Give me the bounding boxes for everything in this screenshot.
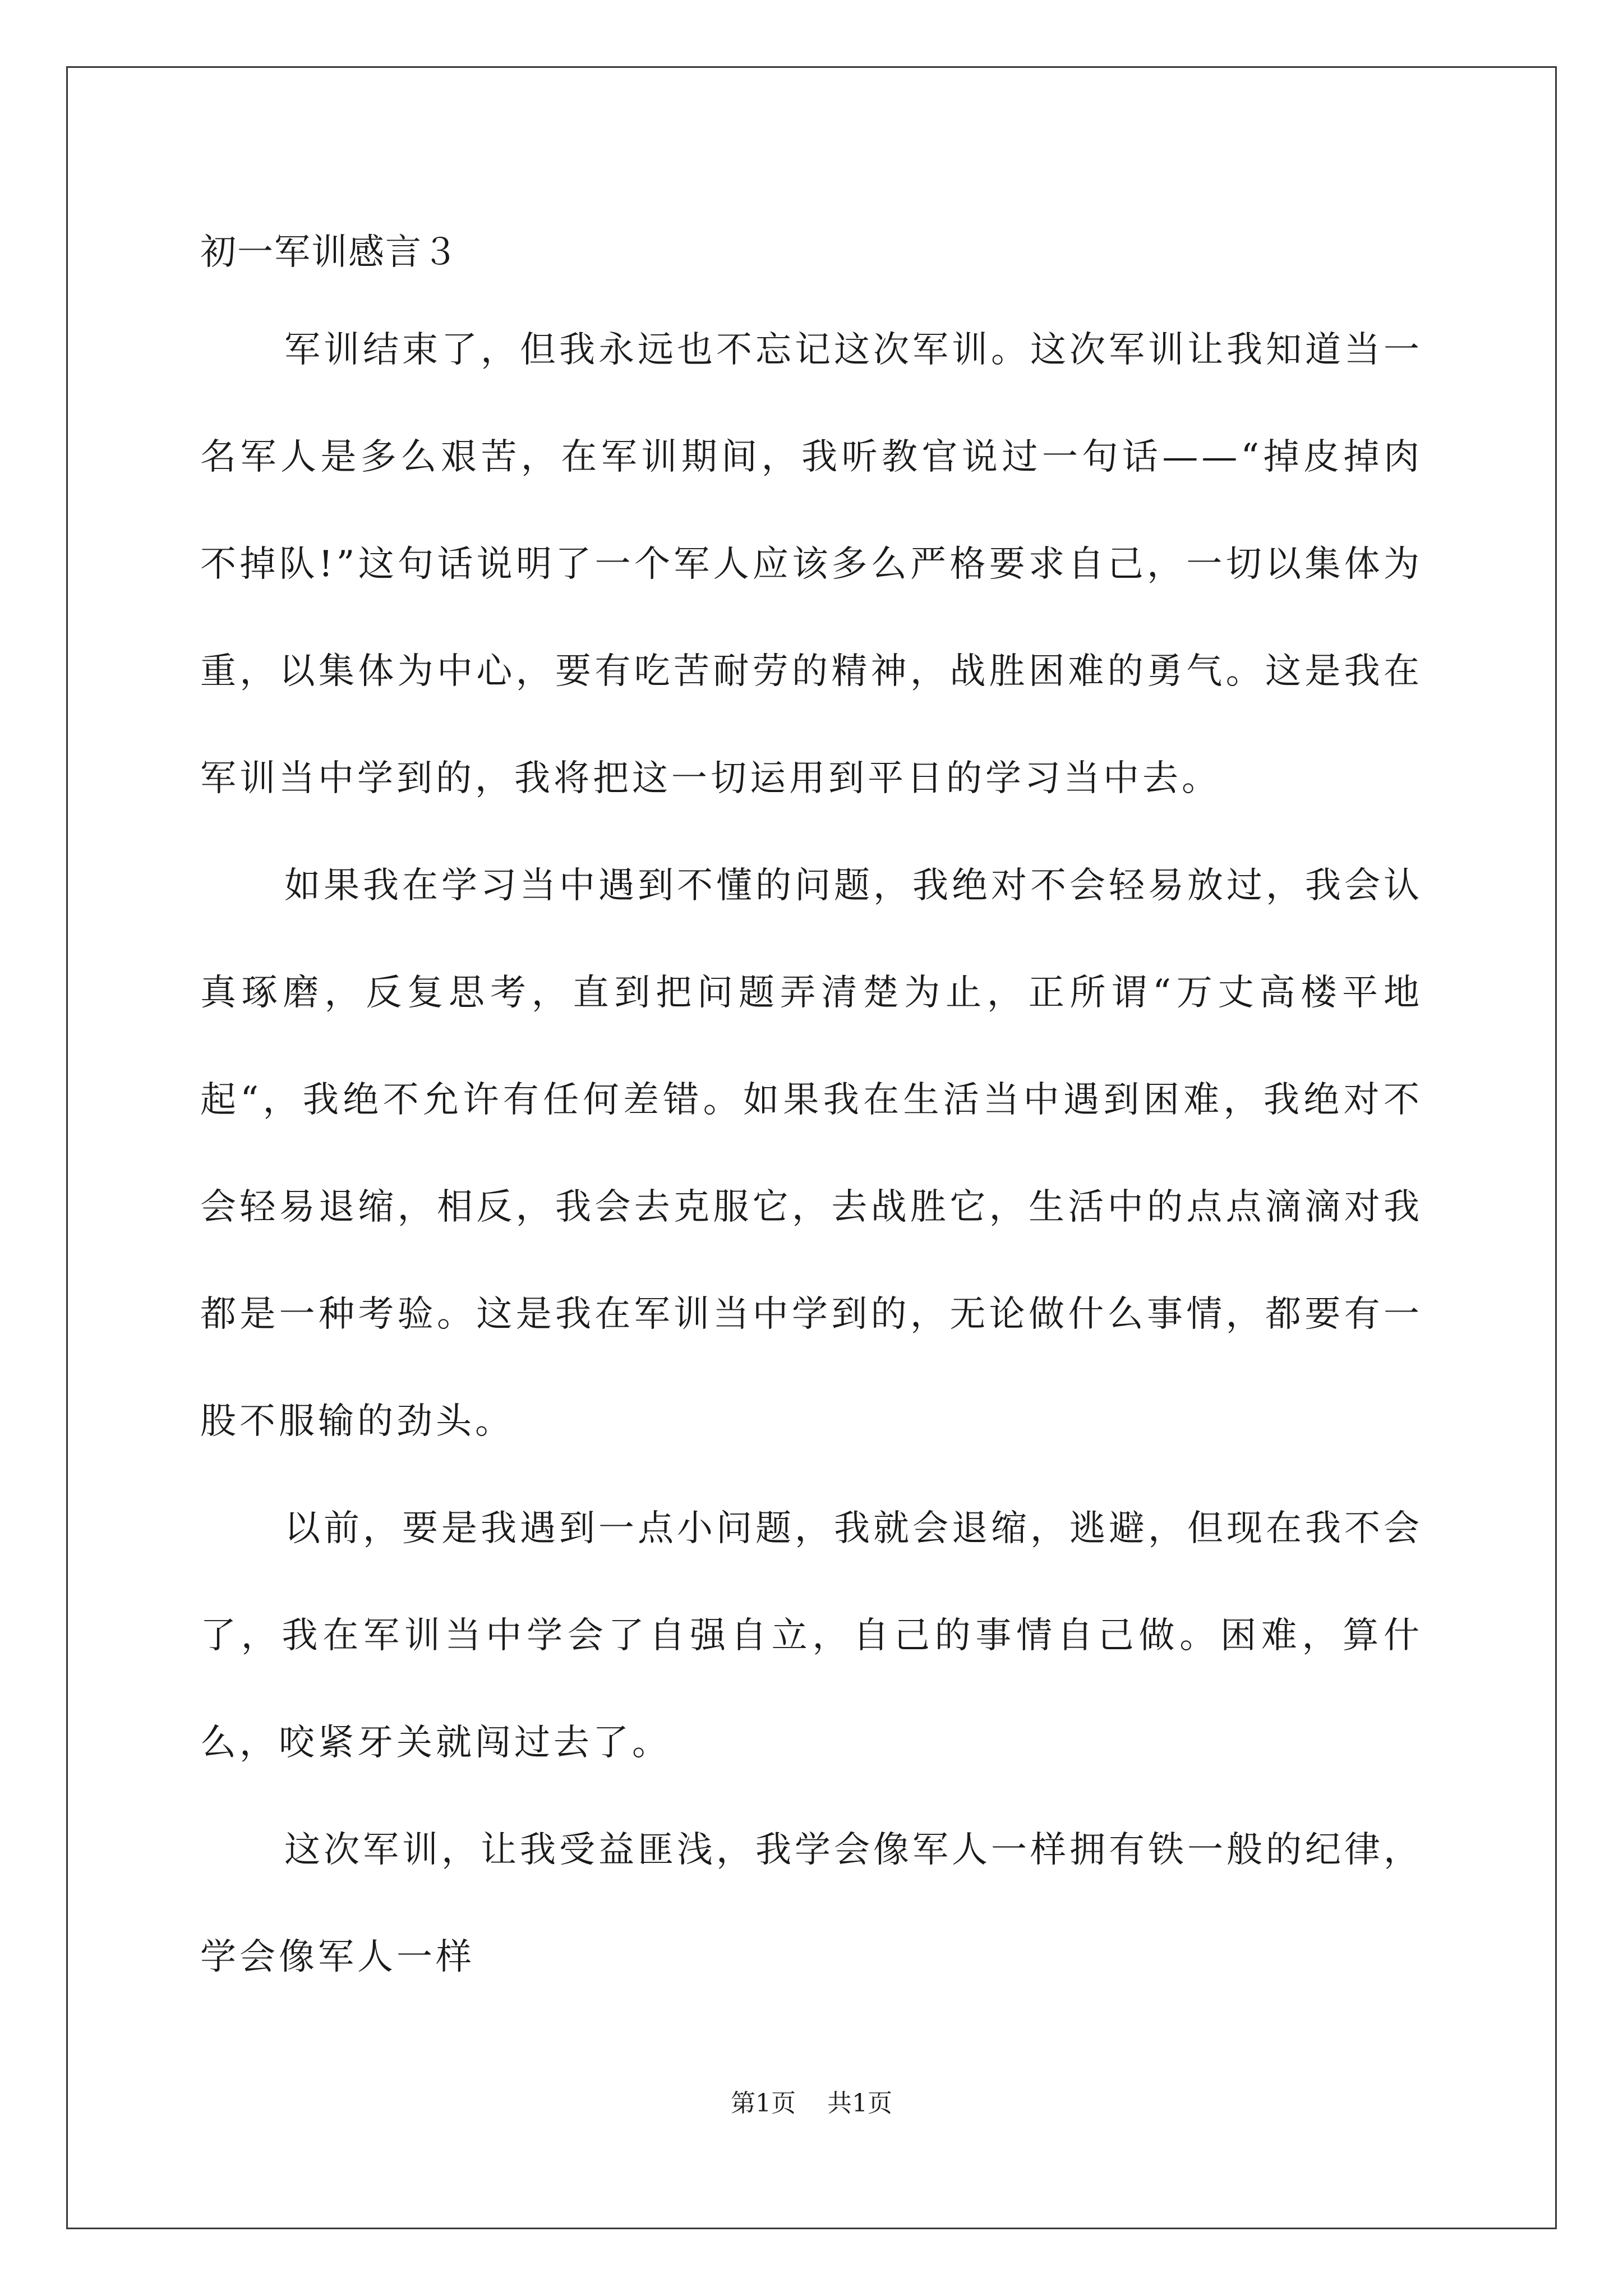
page-footer (0, 2087, 1623, 2120)
document-title: 初一军训感言３ (200, 232, 459, 273)
paragraph-1: 军训结束了，但我永远也不忘记这次军训。这次军训让我知道当一名军人是多么艰苦，在军训期间，我听教官说过一句话——“掉皮掉肉不掉队!”这句话说明了一个军人应该多么严格要求自己，一切以集体为重，以集体为中心，要有吃苦耐劳的精神，战胜困难的勇气。这是我在军训当中学到的，我将把这一切运用到平日的学习当中去。 (200, 329, 1423, 799)
page-total: 共1页 (827, 2089, 892, 2118)
page-number: 第1页 (731, 2089, 796, 2118)
paragraph-3: 以前，要是我遇到一点小问题，我就会退缩，逃避，但现在我不会了，我在军训当中学会了自强自立，自己的事情自己做。困难，算什么，咬紧牙关就闯过去了。 (200, 1508, 1423, 1764)
paragraph-2: 如果我在学习当中遇到不懂的问题，我绝对不会轻易放过，我会认真琢磨，反复思考，直到把问题弄清楚为止，正所谓“万丈高楼平地起“，我绝不允许有任何差错。如果我在生活当中遇到困难，我绝对不会轻易退缩，相反，我会去克服它，去战胜它，生活中的点点滴滴对我都是一种考验。这是我在军训当中学到的，无论做什么事情，都要有一股不服输的劲头。 (200, 865, 1423, 1442)
paragraph-4: 这次军训，让我受益匪浅，我学会像军人一样拥有铁一般的纪律，学会像军人一样 (200, 1829, 1423, 1978)
